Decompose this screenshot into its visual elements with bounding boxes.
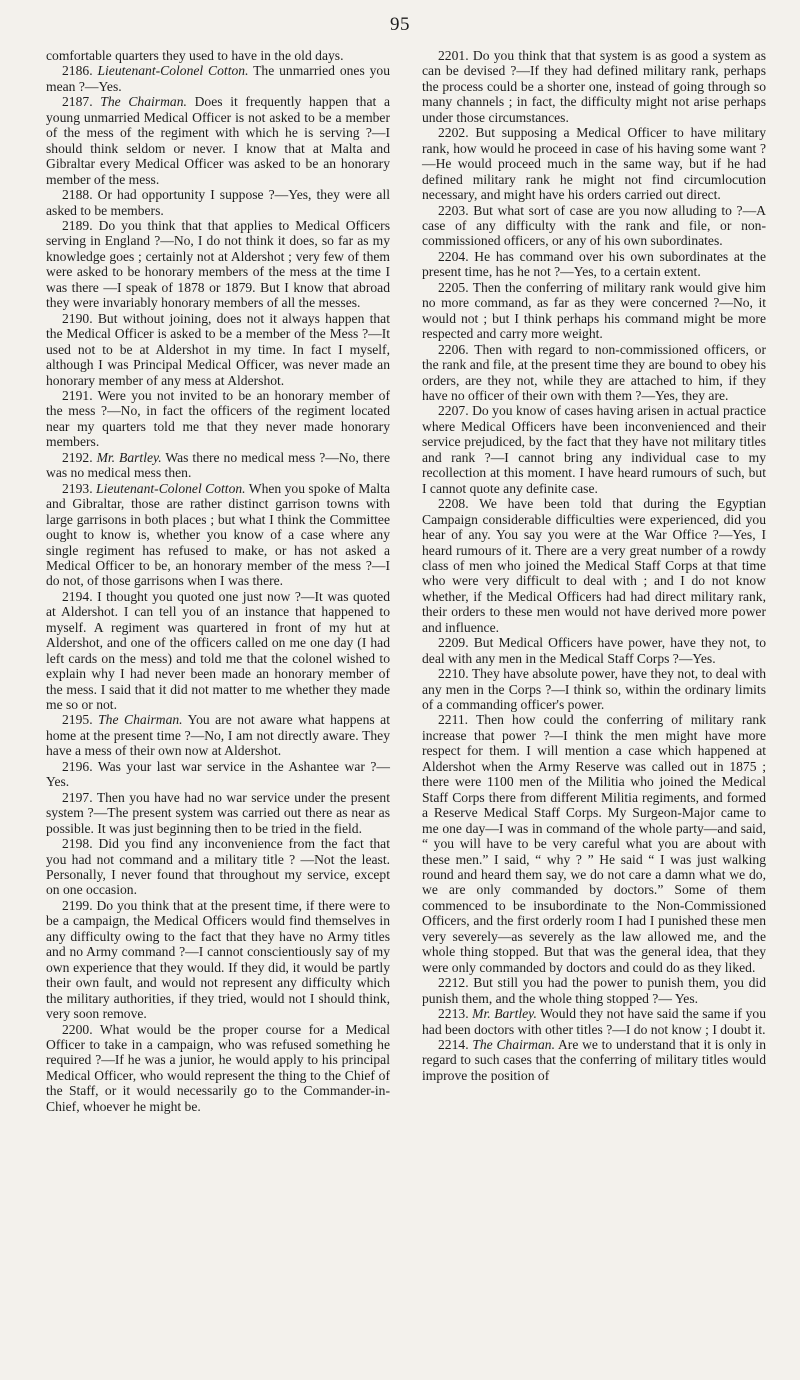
question-number: 2205. [438,279,469,295]
question-paragraph [422,666,766,712]
question-paragraph [46,388,390,450]
question-number: 2210. [438,666,469,682]
question-paragraph [422,1037,766,1083]
question-number: 2213. [438,1006,469,1022]
question-paragraph [422,203,766,249]
question-text: Or had opportunity I suppose ?—Yes, they were all asked to be members. [46,187,390,218]
question-text: comfortable quarters they used to have in the old days. [46,48,344,63]
question-paragraph [422,249,766,280]
question-paragraph [46,48,390,63]
question-number: 2188. [62,187,93,203]
question-paragraph [422,125,766,202]
question-paragraph [46,311,390,388]
question-paragraph [422,48,766,125]
question-text: Do you think that that applies to Medical Officers serving in England ?—No, I do not think it does, so far as my knowledge goes ; certainly not at Aldershot ; very few of them were asked to be honorary members of the mess at the time I was there —I speak of 1878 or 1879. But I know that abroad they were invariably honorary members of all the messes. [46,217,390,311]
question-number: 2204. [438,248,469,264]
question-text: Was there no medical mess ?—No, there was no medical mess then. [46,449,390,481]
question-number: 2189. [62,217,93,233]
speaker-name: The Chairman. [100,94,187,110]
question-paragraph [46,450,390,481]
question-number: 2214. [438,1037,469,1052]
question-number: 2195. [62,712,93,728]
question-number: 2190. [62,310,93,326]
question-paragraph [46,481,390,589]
question-text: Do you think that that system is as good a system as can be devised ?—If they had defined military rank, perhaps the process could be a shorter one, instead of going through so many channels ; in fact, the difficulty might not arise perhaps under those circumstances. [422,48,766,125]
question-number: 2196. [62,758,93,774]
question-text: Did you find any inconvenience from the fact that you had not command and a military title ? —Not the least. Personally, I never found that throughout my service, except on one occasion. [46,836,390,898]
question-paragraph [46,759,390,790]
question-paragraph [46,712,390,758]
question-paragraph [422,635,766,666]
question-paragraph [422,403,766,496]
question-number: 2191. [62,387,93,403]
question-paragraph [46,1022,390,1115]
question-number: 2207. [438,403,469,419]
question-number: 2209. [438,635,469,651]
question-text: Then the conferring of military rank would give him no more command, as far as they were concerned ?—No, it would not ; but I think perhaps his command might be more respected and carry more weight. [422,279,766,342]
question-paragraph [46,898,390,1022]
question-text: Were you not invited to be an honorary member of the mess ?—No, in fact the officers of the regiment located near my quarters told me that they never made honorary members. [46,387,391,450]
question-paragraph [422,712,766,975]
question-text: Was your last war service in the Ashantee war ?—Yes. [46,758,391,790]
question-paragraph [422,975,766,1006]
speaker-name: The Chairman. [472,1037,555,1052]
question-number: 2186. [62,63,93,79]
right-column [422,48,766,1114]
question-text: But without joining, does not it always happen that the Medical Officer is asked to be a member of the Mess ?—It used not to be at Aldershot in my time. In fact I myself, although I was Principal Medical Officer, was never made an honorary member of any mess at Aldershot. [46,310,390,388]
speaker-name: The Chairman. [98,712,183,728]
question-text: We have been told that during the Egyptian Campaign considerable difficulties were experienced, did you hear of any. You say you were at the War Office ?—Yes, I heard rumours of it. There are a very great number of a rowdy class of men who joined the Medical Staff Corps at that time who were very difficult to deal with ; and I do not know whether, if the Medical Officers had had direct military rank, their orders to these men would not have derived more power and influence. [422,496,767,635]
question-number: 2192. [62,449,93,465]
question-paragraph [422,342,766,404]
question-paragraph [46,187,390,218]
question-text: Does it frequently happen that a young unmarried Medical Officer is not asked to be a member of the mess of the regiment with which he is serving ?—I should think seldom or never. I know that at Malta and Gibraltar every Medical Officer was asked to be an honorary member of the mess. [46,94,390,187]
question-paragraph [422,280,766,342]
question-paragraph [422,496,766,635]
question-text: Are we to understand that it is only in regard to such cases that the conferring of military titles would improve the position of [422,1037,766,1083]
question-number: 2201. [438,48,469,63]
question-number: 2211. [438,712,469,728]
question-number: 2203. [438,202,469,218]
speaker-name: Mr. Bartley. [472,1006,537,1022]
question-paragraph [46,836,390,898]
question-paragraph [46,589,390,713]
question-text: But supposing a Medical Officer to have military rank, how would he proceed in case of his having some want ?—He would proceed much in the same way, but if he had defined military rank he might not find circumlocution necessary, and might have his orders carried out direct. [422,125,766,203]
question-text: When you spoke of Malta and Gibraltar, those are rather distinct garrison towns with large garrisons in both places ; but what I think the Committee ought to know is, whether you know of a case where any single regiment has refused to make, or has not asked a Medical Officer to be, an honorary member of the mess ?—I do not, of those garrisons when I was there. [46,480,390,589]
question-text: I thought you quoted one just now ?—It was quoted at Aldershot. I can tell you of an instance that happened to myself. A regiment was quartered in front of my hut at Aldershot, and one of the officers called on me one day (I had left cards on the mess) and told me that the colonel wished to explain why I had never been made an honorary member of the mess. I said that it did not matter to me whether they made me so or not. [46,588,390,713]
left-column [46,48,390,1114]
question-number: 2199. [62,897,93,913]
question-number: 2206. [438,341,469,357]
question-text: But Medical Officers have power, have they not, to deal with any men in the Medical Staff Corps ?—Yes. [422,635,767,666]
question-text: But still you had the power to punish them, you did punish them, and the whole thing stopped ?— Yes. [422,975,766,1006]
question-number: 2198. [62,836,93,852]
question-number: 2208. [438,496,469,512]
question-text: Do you know of cases having arisen in actual practice where Medical Officers have been inconvenienced and their service prejudiced, by the fact that they have not military titles and rank ?—I cannot bring any individual case to my recollection at this moment. I have heard rumours of such, but I cannot quote any definite case. [422,403,766,496]
question-text: The unmarried ones you mean ?—Yes. [46,63,390,94]
question-number: 2212. [438,975,469,991]
question-number: 2193. [62,480,93,496]
question-number: 2200. [62,1021,93,1037]
question-number: 2202. [438,125,469,141]
question-paragraph [46,63,390,94]
question-text: Then you have had no war service under the present system ?—The present system was carried out there as near as possible. It was just beginning then to be tried in the field. [46,789,390,836]
question-number: 2194. [62,588,93,604]
page-number: 95 [390,14,410,35]
question-text: Then how could the conferring of military rank increase that power ?—I think the men might have more respect for them. I will mention a case which happened at Aldershot when the Army Reserve was called out in 1875 ; there were 1100 men of the Militia who joined the Medical Staff Corps there from different Militia regiments, and formed a Reserve Medical Staff Corps. My Surgeon-Major came to me one day—I was in command of the whole party—and said, “ you will have to be very careful what you are about with these men.” I said, “ why ? ” He said “ I was just walking round and heard them say, we do not care a damn what we do, we are only commanded by doctors.” Some of them commenced to be insubordinate to the Non-Commissioned Officers, and the first orderly room I had I punished these men very severely—as severely as the law allowed me, and the whole thing stopped. But that was the general idea, that they were only commanded by doctors and could do as they liked. [422,712,766,975]
speaker-name: Lieutenant-Colonel Cotton. [97,63,249,79]
question-number: 2187. [62,94,93,110]
question-text: What would be the proper course for a Medical Officer to take in a campaign, who was refused something he required ?—If he was a junior, he would apply to his principal Medical Officer, who would represent the thing to the Chief of the Staff, or it would necessarily go to the Commander-in-Chief, whoever he might be. [46,1021,390,1114]
question-text: Then with regard to non-commissioned officers, or the rank and file, at the present time they are bound to obey his orders, are they not, while they are attached to him, if they have no officer of their own with them ?—Yes, they are. [422,341,767,403]
text-columns [46,48,766,1114]
question-text: Do you think that at the present time, if there were to be a campaign, the Medical Officers would find themselves in any difficulty owing to the fact that they have no Army titles and no Army command ?—I cannot conscientiously say of my own experience that they would. If they did, it would be partly their own fault, and would not represent any difficulty which the military authorities, if they tried, would not I should think, very soon remove. [46,897,390,1022]
speaker-name: Mr. Bartley. [96,449,162,465]
question-text: But what sort of case are you now alluding to ?—A case of any difficulty with the rank and file, or non-commissioned officers, or any of his own subordinates. [422,202,766,249]
question-number: 2197. [62,789,93,805]
question-paragraph [46,218,390,311]
question-paragraph [46,790,390,836]
question-text: They have absolute power, have they not, to deal with any men in the Corps ?—I think so, within the ordinary limits of a commanding officer's power. [422,666,766,713]
question-paragraph [46,94,390,187]
question-text: You are not aware what happens at home at the present time ?—No, I am not directly aware. They have a mess of their own now at Aldershot. [46,712,390,759]
question-text: He has command over his own subordinates at the present time, has he not ?—Yes, to a certain extent. [422,248,766,280]
question-text: Would they not have said the same if you had been doctors with other titles ?—I do not know ; I doubt it. [422,1006,766,1037]
speaker-name: Lieutenant-Colonel Cotton. [96,480,246,496]
question-paragraph [422,1006,766,1037]
